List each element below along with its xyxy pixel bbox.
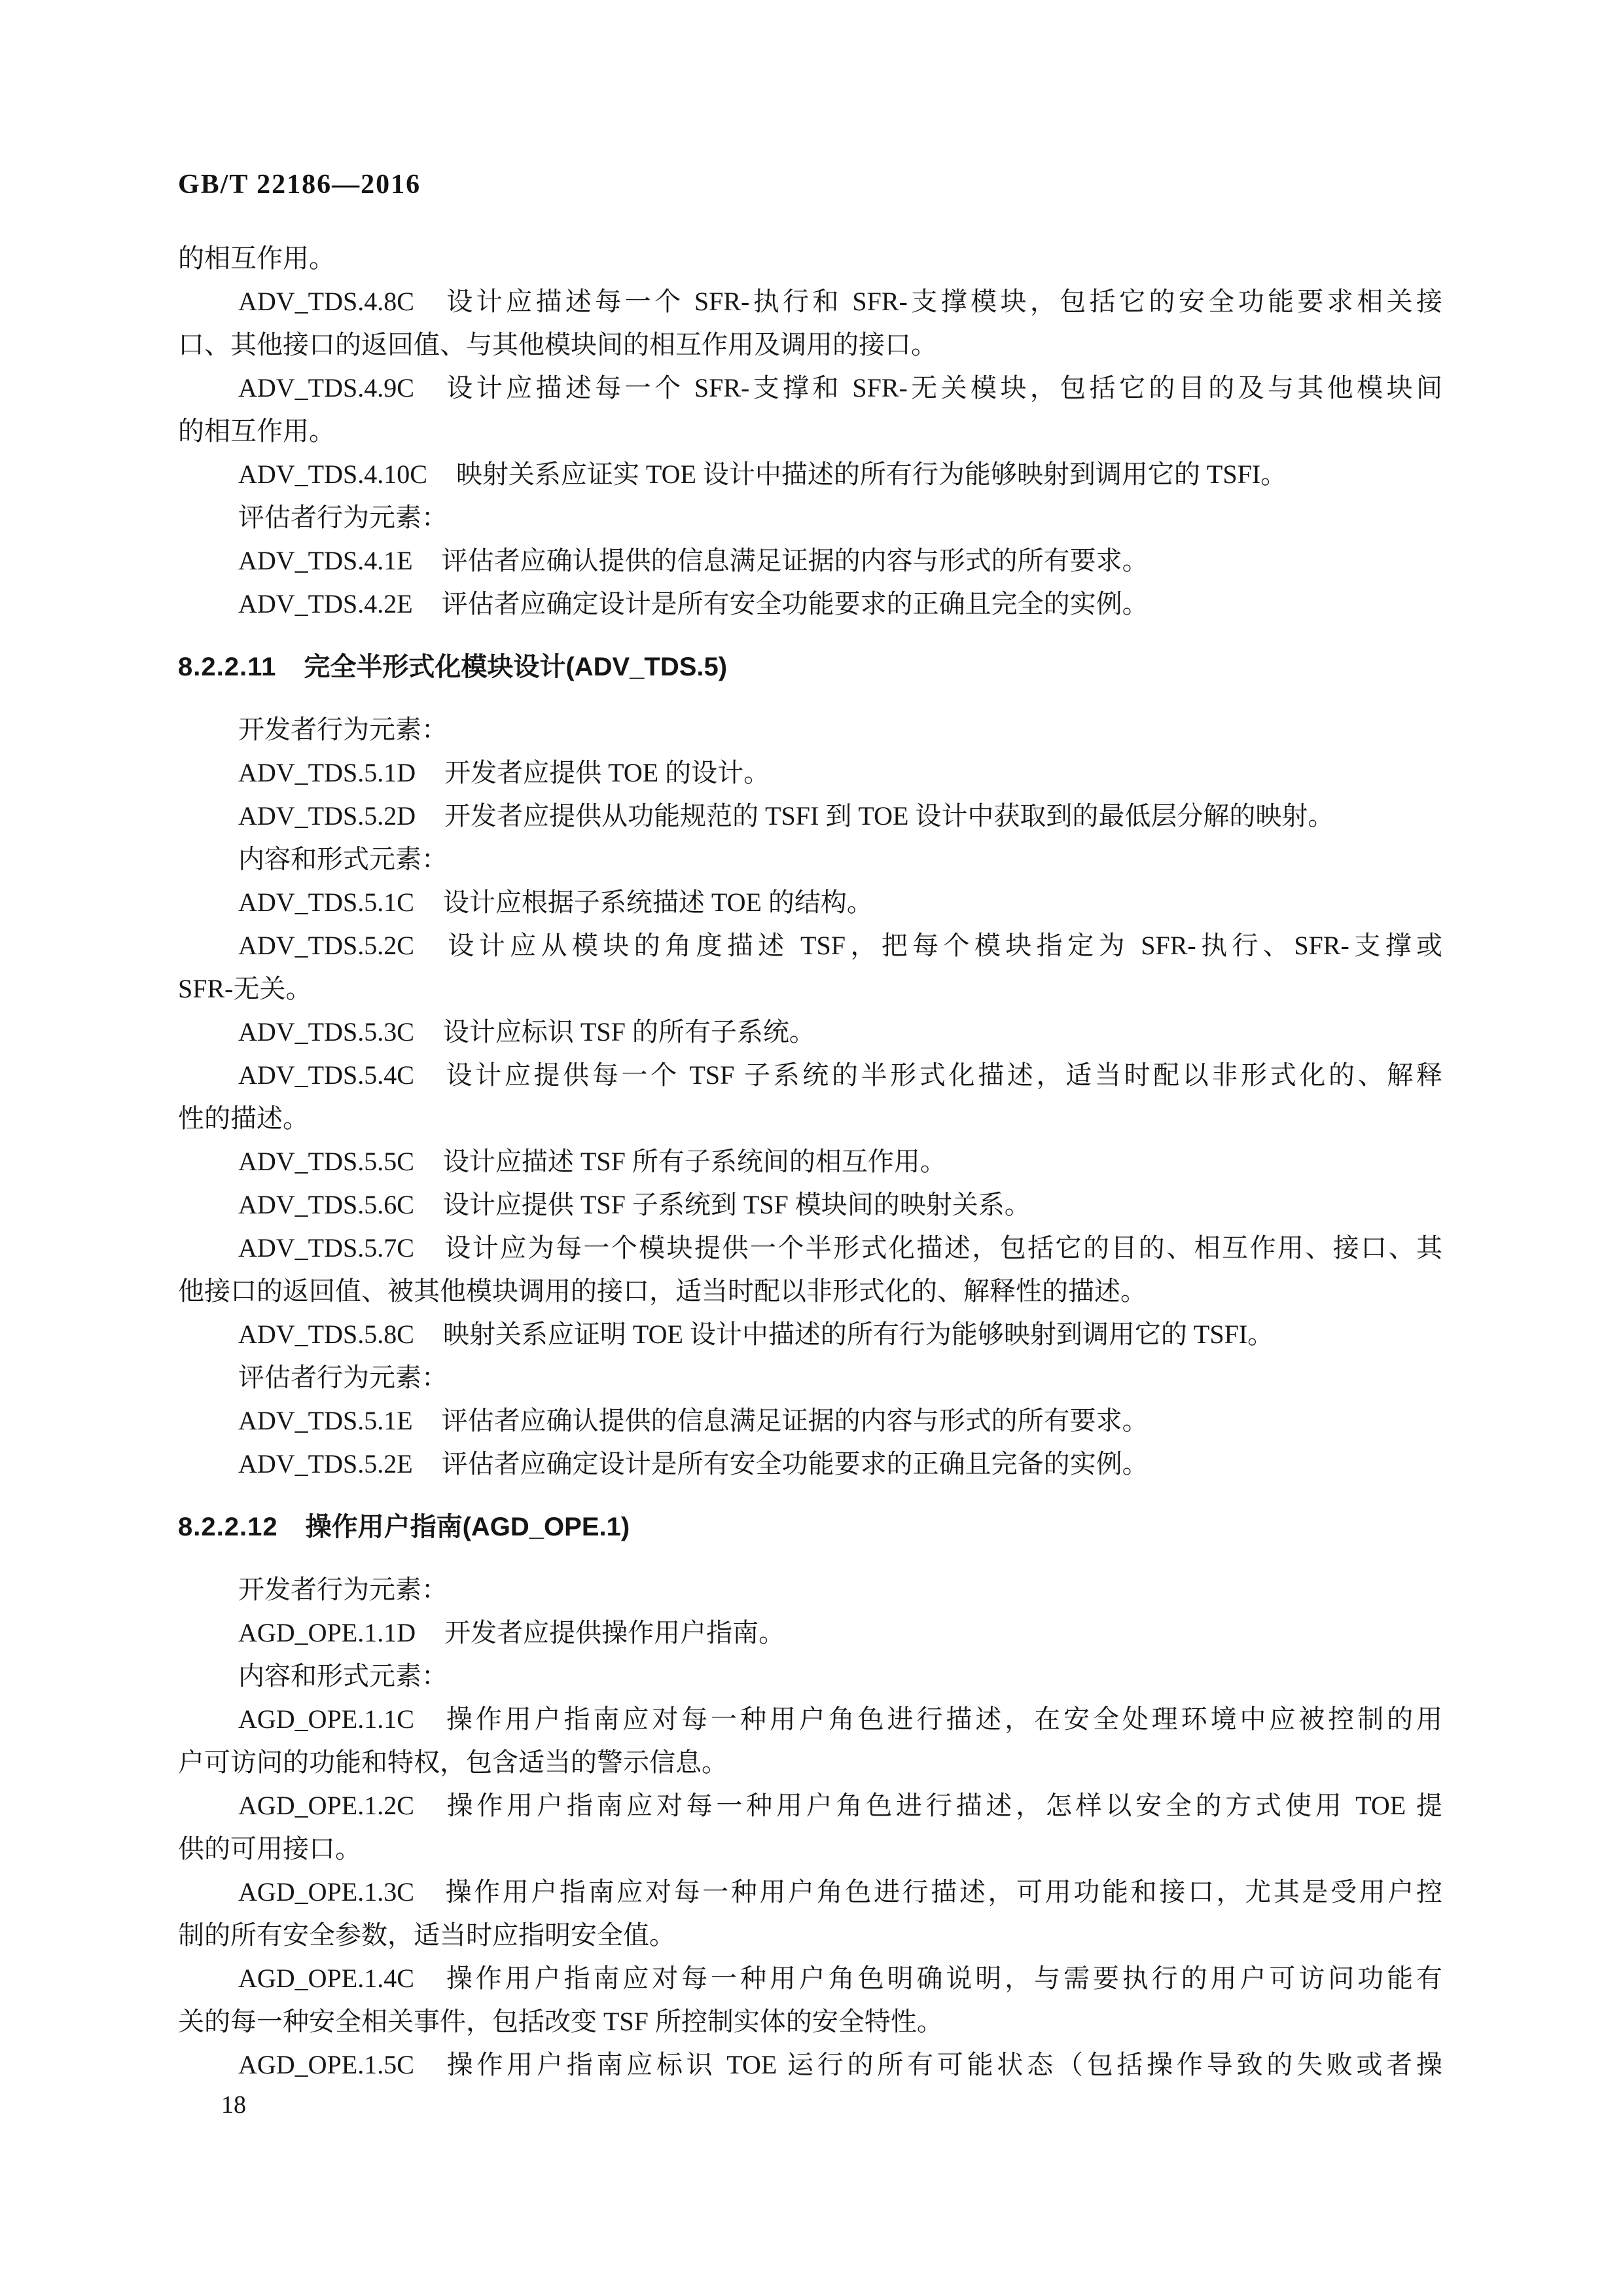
text-line (178, 1655, 1442, 1698)
line-text: 的相互作用。 (178, 416, 335, 446)
line-text: SFR-无关。 (178, 974, 312, 1003)
requirement-tag: AGD_OPE.1.1D (238, 1618, 416, 1647)
line-text: 操作用户指南应标识 TOE 运行的所有可能状态（包括操作导致的失败或者操 (442, 2050, 1442, 2079)
line-text: 设计应描述每一个 SFR-执行和 SFR-支撑模块，包括它的安全功能要求相关接 (442, 287, 1442, 316)
requirement-tag: ADV_TDS.5.4C (238, 1060, 414, 1090)
requirement-tag: ADV_TDS.5.3C (238, 1017, 414, 1047)
requirement-tag: ADV_TDS.5.2D (238, 801, 416, 831)
text-line (178, 1611, 1442, 1655)
line-text: 映射关系应证明 TOE 设计中描述的所有行为能够映射到调用它的 TSFI。 (442, 1319, 1274, 1349)
text-line (178, 1227, 1442, 1270)
text-line (178, 1313, 1442, 1356)
line-text: 户可访问的功能和特权，包含适当的警示信息。 (178, 1748, 728, 1777)
section-title: 完全半形式化模块设计(ADV_TDS.5) (304, 653, 728, 681)
text-line (178, 1957, 1442, 2000)
line-text: 评估者应确认提供的信息满足证据的内容与形式的所有要求。 (441, 1406, 1149, 1435)
requirement-tag: ADV_TDS.5.2E (238, 1449, 413, 1479)
document-number-header: GB/T 22186—2016 (178, 170, 421, 200)
text-line (178, 539, 1442, 583)
text-line (178, 323, 1442, 367)
text-line (178, 496, 1442, 539)
line-text: 开发者应提供从功能规范的 TSFI 到 TOE 设计中获取到的最低层分解的映射。 (444, 801, 1334, 831)
requirement-tag: ADV_TDS.4.10C (238, 459, 427, 489)
text-line (178, 1914, 1442, 1957)
section-number: 8.2.2.12 (178, 1513, 278, 1541)
text-line (178, 967, 1442, 1011)
line-text: 设计应从模块的角度描述 TSF，把每个模块指定为 SFR-执行、SFR-支撑或 (442, 931, 1442, 960)
section-heading (178, 1505, 1442, 1549)
line-text: 设计应根据子系统描述 TOE 的结构。 (442, 888, 873, 917)
requirement-tag: AGD_OPE.1.2C (238, 1791, 414, 1820)
requirement-tag: ADV_TDS.5.6C (238, 1190, 414, 1219)
text-line (178, 237, 1442, 280)
section-title: 操作用户指南(AGD_OPE.1) (305, 1513, 630, 1541)
text-line (178, 583, 1442, 626)
text-line (178, 1443, 1442, 1486)
line-text: 映射关系应证实 TOE 设计中描述的所有行为能够映射到调用它的 TSFI。 (455, 459, 1287, 489)
text-line (178, 1356, 1442, 1399)
line-text: 的相互作用。 (178, 243, 335, 273)
text-line (178, 1871, 1442, 1914)
line-text: 设计应为每一个模块提供一个半形式化描述，包括它的目的、相互作用、接口、其 (442, 1233, 1442, 1263)
text-line (178, 367, 1442, 410)
section-number: 8.2.2.11 (178, 653, 277, 681)
line-text: 性的描述。 (178, 1103, 309, 1133)
text-line (178, 751, 1442, 795)
requirement-tag: ADV_TDS.5.1D (238, 758, 416, 787)
text-line (178, 1698, 1442, 1741)
text-line (178, 708, 1442, 751)
line-text: 操作用户指南应对每一种用户角色进行描述，怎样以安全的方式使用 TOE 提 (442, 1791, 1442, 1820)
line-text: 设计应描述每一个 SFR-支撑和 SFR-无关模块，包括它的目的及与其他模块间 (442, 373, 1442, 403)
line-text: 评估者行为元素： (238, 1363, 448, 1392)
line-text: 开发者行为元素： (238, 715, 448, 744)
line-text: 设计应标识 TSF 的所有子系统。 (442, 1017, 815, 1047)
text-line (178, 2000, 1442, 2043)
text-line (178, 838, 1442, 881)
requirement-tag: AGD_OPE.1.5C (238, 2050, 414, 2079)
text-line (178, 453, 1442, 496)
line-text: 设计应提供每一个 TSF 子系统的半形式化描述，适当时配以非形式化的、解释 (442, 1060, 1442, 1090)
requirement-tag: ADV_TDS.4.9C (238, 373, 414, 403)
line-text: 操作用户指南应对每一种用户角色进行描述，在安全处理环境中应被控制的用 (442, 1704, 1442, 1734)
line-text: 他接口的返回值、被其他模块调用的接口，适当时配以非形式化的、解释性的描述。 (178, 1276, 1147, 1306)
requirement-tag: AGD_OPE.1.4C (238, 1964, 414, 1993)
requirement-tag: ADV_TDS.5.1C (238, 888, 414, 917)
section-heading (178, 645, 1442, 689)
line-text: 评估者应确定设计是所有安全功能要求的正确且完备的实例。 (441, 1449, 1149, 1479)
line-text: 制的所有安全参数，适当时应指明安全值。 (178, 1920, 675, 1950)
text-line (178, 1270, 1442, 1313)
text-line (178, 1568, 1442, 1611)
requirement-tag: ADV_TDS.4.8C (238, 287, 414, 316)
requirement-tag: ADV_TDS.5.1E (238, 1406, 413, 1435)
requirement-tag: ADV_TDS.5.7C (238, 1233, 414, 1263)
line-text: 开发者应提供操作用户指南。 (444, 1618, 785, 1647)
text-line (178, 1399, 1442, 1443)
line-text: 操作用户指南应对每一种用户角色进行描述，可用功能和接口，尤其是受用户控 (442, 1877, 1442, 1907)
requirement-tag: AGD_OPE.1.1C (238, 1704, 414, 1734)
text-line (178, 1097, 1442, 1140)
line-text: 开发者应提供 TOE 的设计。 (444, 758, 770, 787)
requirement-tag: ADV_TDS.5.8C (238, 1319, 414, 1349)
line-text: 设计应提供 TSF 子系统到 TSF 模块间的映射关系。 (442, 1190, 1031, 1219)
text-line (178, 1183, 1442, 1227)
requirement-tag: AGD_OPE.1.3C (238, 1877, 414, 1907)
line-text: 评估者应确定设计是所有安全功能要求的正确且完全的实例。 (441, 589, 1149, 619)
requirement-tag: ADV_TDS.4.2E (238, 589, 413, 619)
text-line (178, 2043, 1442, 2087)
requirement-tag: ADV_TDS.5.5C (238, 1147, 414, 1176)
line-text: 供的可用接口。 (178, 1834, 361, 1863)
line-text: 内容和形式元素： (238, 1661, 448, 1691)
line-text: 关的每一种安全相关事件，包括改变 TSF 所控制实体的安全特性。 (178, 2007, 943, 2036)
line-text: 评估者应确认提供的信息满足证据的内容与形式的所有要求。 (441, 546, 1149, 575)
line-text: 内容和形式元素： (238, 844, 448, 874)
text-line (178, 1140, 1442, 1183)
text-line (178, 1054, 1442, 1097)
line-text: 口、其他接口的返回值、与其他模块间的相互作用及调用的接口。 (178, 330, 937, 359)
text-line (178, 1784, 1442, 1827)
text-line (178, 1011, 1442, 1054)
page-number: 18 (221, 2091, 246, 2119)
text-line (178, 280, 1442, 323)
text-line (178, 795, 1442, 838)
text-line (178, 1741, 1442, 1784)
requirement-tag: ADV_TDS.4.1E (238, 546, 413, 575)
text-line (178, 924, 1442, 967)
text-line (178, 1827, 1442, 1871)
text-line (178, 881, 1442, 924)
line-text: 操作用户指南应对每一种用户角色明确说明，与需要执行的用户可访问功能有 (442, 1964, 1442, 1993)
requirement-tag: ADV_TDS.5.2C (238, 931, 414, 960)
line-text: 设计应描述 TSF 所有子系统间的相互作用。 (442, 1147, 946, 1176)
line-text: 评估者行为元素： (238, 503, 448, 532)
text-line (178, 410, 1442, 453)
line-text: 开发者行为元素： (238, 1575, 448, 1604)
content-lines (178, 237, 1442, 2087)
